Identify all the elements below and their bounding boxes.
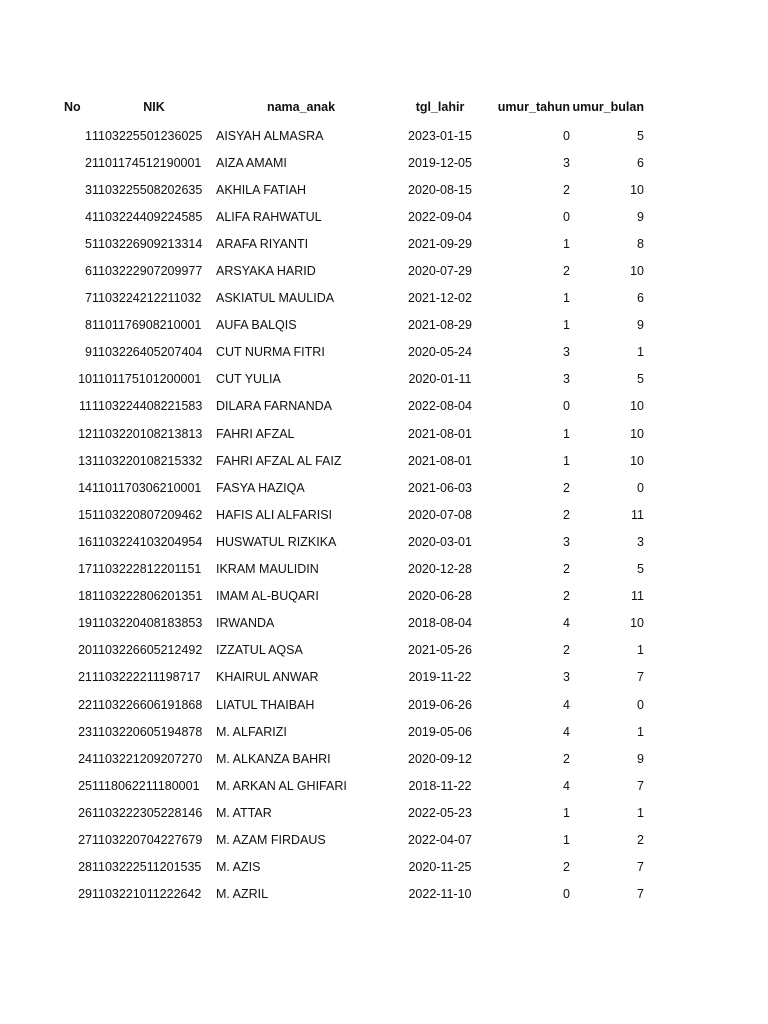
cell-no: 22 [78, 697, 92, 712]
cell-umur-bulan: 6 [637, 291, 644, 306]
cell-tgl-lahir: 2020-09-12 [408, 751, 472, 766]
cell-nama-anak: M. AZAM FIRDAUS [216, 832, 326, 847]
cell-nik: 1103222511201535 [92, 860, 202, 875]
cell-tgl-lahir: 2021-08-01 [408, 453, 472, 468]
cell-tgl-lahir: 2022-04-07 [408, 832, 472, 847]
cell-umur-tahun: 0 [563, 399, 570, 414]
cell-nik: 1103221011222642 [92, 887, 202, 902]
cell-umur-bulan: 1 [637, 724, 644, 739]
table-row [64, 664, 644, 691]
table-row [64, 528, 644, 555]
table-row [64, 556, 644, 583]
cell-umur-bulan: 7 [637, 670, 644, 685]
cell-umur-tahun: 3 [563, 372, 570, 387]
cell-no: 16 [78, 534, 92, 549]
table-row [64, 637, 644, 664]
cell-umur-tahun: 4 [563, 724, 570, 739]
cell-umur-tahun: 2 [563, 480, 570, 495]
cell-umur-tahun: 3 [563, 670, 570, 685]
cell-no: 2 [85, 155, 92, 170]
cell-nama-anak: M. ARKAN AL GHIFARI [216, 778, 347, 793]
cell-umur-tahun: 2 [563, 751, 570, 766]
cell-umur-bulan: 11 [631, 589, 644, 604]
cell-no: 29 [78, 887, 92, 902]
table-row [64, 257, 644, 284]
cell-nama-anak: AUFA BALQIS [216, 318, 297, 333]
cell-nik: 1103220108215332 [92, 453, 203, 468]
cell-nama-anak: KHAIRUL ANWAR [216, 670, 319, 685]
cell-tgl-lahir: 2020-07-08 [408, 507, 472, 522]
cell-umur-bulan: 9 [637, 751, 644, 766]
cell-nik: 1103222305228146 [92, 805, 203, 820]
cell-nik: 1103224212211032 [92, 291, 202, 306]
cell-umur-bulan: 10 [630, 453, 644, 468]
cell-umur-tahun: 0 [563, 887, 570, 902]
cell-umur-tahun: 2 [563, 507, 570, 522]
cell-nik: 1103226909213314 [92, 236, 203, 251]
table-row [64, 583, 644, 610]
cell-nama-anak: IRWANDA [216, 616, 275, 631]
cell-umur-tahun: 3 [563, 155, 570, 170]
table-row [64, 854, 644, 881]
cell-nama-anak: ASKIATUL MAULIDA [216, 291, 335, 306]
column-header-umur-bulan: umur_bulan [572, 100, 644, 114]
cell-umur-tahun: 1 [563, 291, 570, 306]
cell-nik: 1103224103204954 [92, 534, 203, 549]
cell-tgl-lahir: 2020-12-28 [408, 562, 472, 577]
cell-nama-anak: M. ALFARIZI [216, 724, 287, 739]
cell-no: 23 [78, 724, 92, 739]
cell-nik: 1103226405207404 [92, 345, 203, 360]
cell-no: 27 [78, 832, 92, 847]
table-row [64, 393, 644, 420]
cell-nama-anak: ARSYAKA HARID [216, 264, 316, 279]
cell-umur-bulan: 5 [637, 372, 644, 387]
cell-no: 8 [85, 318, 92, 333]
cell-nik: 1103224408221583 [92, 399, 203, 414]
cell-nik: 1103222907209977 [92, 264, 203, 279]
cell-umur-tahun: 3 [563, 345, 570, 360]
cell-umur-tahun: 4 [563, 778, 570, 793]
cell-no: 24 [78, 751, 92, 766]
cell-tgl-lahir: 2020-01-11 [408, 372, 472, 387]
cell-tgl-lahir: 2020-06-28 [408, 589, 472, 604]
cell-umur-tahun: 2 [563, 264, 570, 279]
cell-nik: 1101174512190001 [92, 155, 202, 170]
cell-no: 7 [85, 291, 92, 306]
cell-nik: 1118062211180001 [92, 778, 200, 793]
cell-umur-bulan: 10 [630, 426, 644, 441]
cell-nama-anak: FASYA HAZIQA [216, 480, 305, 495]
cell-no: 14 [78, 480, 92, 495]
cell-nama-anak: ARAFA RIYANTI [216, 236, 309, 251]
cell-tgl-lahir: 2018-11-22 [408, 778, 472, 793]
cell-umur-bulan: 7 [637, 887, 644, 902]
children-table [64, 92, 644, 908]
cell-tgl-lahir: 2022-08-04 [408, 399, 472, 414]
cell-umur-tahun: 4 [563, 616, 570, 631]
cell-umur-tahun: 2 [563, 589, 570, 604]
cell-no: 3 [85, 182, 92, 197]
table-row [64, 474, 644, 501]
cell-umur-bulan: 10 [630, 616, 644, 631]
cell-umur-tahun: 1 [563, 453, 570, 468]
cell-no: 5 [85, 236, 92, 251]
cell-tgl-lahir: 2022-11-10 [408, 887, 472, 902]
cell-no: 11 [79, 399, 92, 414]
cell-nama-anak: IZZATUL AQSA [216, 643, 303, 658]
cell-tgl-lahir: 2020-05-24 [408, 345, 472, 360]
column-header-tgl-lahir: tgl_lahir [415, 100, 465, 114]
table-row [64, 772, 644, 799]
table-row [64, 312, 644, 339]
cell-nama-anak: AKHILA FATIAH [216, 182, 307, 197]
cell-tgl-lahir: 2020-03-01 [408, 534, 472, 549]
cell-umur-bulan: 1 [637, 805, 644, 820]
cell-nik: 1103226605212492 [92, 643, 203, 658]
cell-umur-bulan: 7 [637, 860, 644, 875]
cell-umur-tahun: 1 [563, 805, 570, 820]
cell-umur-tahun: 1 [563, 426, 570, 441]
cell-tgl-lahir: 2022-05-23 [408, 805, 472, 820]
cell-no: 13 [78, 453, 92, 468]
cell-umur-bulan: 11 [631, 507, 644, 522]
cell-no: 26 [78, 805, 92, 820]
cell-tgl-lahir: 2021-12-02 [408, 291, 472, 306]
cell-nama-anak: CUT NURMA FITRI [216, 345, 325, 360]
cell-nik: 1103222806201351 [92, 589, 203, 604]
cell-umur-bulan: 9 [637, 209, 644, 224]
cell-nama-anak: HUSWATUL RIZKIKA [216, 534, 337, 549]
table-row [64, 366, 644, 393]
table-row [64, 799, 644, 826]
cell-umur-bulan: 0 [637, 480, 644, 495]
cell-nik: 1103220605194878 [92, 724, 203, 739]
table-row [64, 230, 644, 257]
cell-umur-tahun: 1 [563, 832, 570, 847]
cell-nik: 1103225508202635 [92, 182, 203, 197]
cell-umur-bulan: 6 [637, 155, 644, 170]
cell-nik: 1101175101200001 [92, 372, 202, 387]
cell-umur-tahun: 2 [563, 860, 570, 875]
table-row [64, 745, 644, 772]
cell-nik: 1103220704227679 [92, 832, 203, 847]
cell-umur-bulan: 8 [637, 236, 644, 251]
cell-no: 6 [85, 264, 92, 279]
table-row [64, 122, 644, 149]
cell-umur-bulan: 10 [630, 264, 644, 279]
cell-umur-bulan: 2 [637, 832, 644, 847]
data-sheet [64, 92, 644, 908]
cell-tgl-lahir: 2021-05-26 [408, 643, 472, 658]
cell-no: 25 [78, 778, 92, 793]
cell-umur-bulan: 7 [637, 778, 644, 793]
cell-no: 15 [78, 507, 92, 522]
cell-tgl-lahir: 2020-07-29 [408, 264, 472, 279]
cell-no: 19 [78, 616, 92, 631]
cell-tgl-lahir: 2019-11-22 [408, 670, 472, 685]
cell-nama-anak: HAFIS ALI ALFARISI [216, 507, 333, 522]
table-row [64, 203, 644, 230]
table-row [64, 149, 644, 176]
cell-no: 10 [78, 372, 92, 387]
cell-nik: 1103220108213813 [92, 426, 203, 441]
cell-umur-tahun: 2 [563, 643, 570, 658]
table-row [64, 420, 644, 447]
cell-tgl-lahir: 2021-08-01 [408, 426, 472, 441]
cell-umur-bulan: 10 [630, 182, 644, 197]
cell-umur-bulan: 1 [637, 345, 644, 360]
cell-no: 4 [85, 209, 92, 224]
cell-nik: 1103226606191868 [92, 697, 203, 712]
cell-no: 12 [78, 426, 92, 441]
cell-umur-tahun: 4 [563, 697, 570, 712]
cell-nik: 1103222812201151 [92, 562, 202, 577]
cell-nama-anak: FAHRI AFZAL AL FAIZ [216, 453, 342, 468]
cell-nama-anak: CUT YULIA [216, 372, 281, 387]
cell-umur-bulan: 5 [637, 562, 644, 577]
cell-nik: 1103225501236025 [92, 128, 203, 143]
column-header-umur-tahun: umur_tahun [497, 100, 570, 114]
table-row [64, 285, 644, 312]
cell-umur-tahun: 3 [563, 534, 570, 549]
cell-nama-anak: ALIFA RAHWATUL [216, 209, 322, 224]
cell-umur-bulan: 0 [637, 697, 644, 712]
cell-umur-tahun: 2 [563, 562, 570, 577]
header-row [64, 92, 644, 122]
cell-nik: 1103220807209462 [92, 507, 203, 522]
cell-nama-anak: AISYAH ALMASRA [216, 128, 324, 143]
cell-umur-tahun: 1 [563, 318, 570, 333]
cell-tgl-lahir: 2022-09-04 [408, 209, 472, 224]
cell-nik: 1103224409224585 [92, 209, 203, 224]
cell-nik: 1103221209207270 [92, 751, 203, 766]
cell-nama-anak: M. AZRIL [216, 887, 269, 902]
table-row [64, 339, 644, 366]
cell-nik: 1101176908210001 [92, 318, 202, 333]
cell-umur-bulan: 10 [630, 399, 644, 414]
cell-no: 9 [85, 345, 92, 360]
table-row [64, 501, 644, 528]
cell-no: 20 [78, 643, 92, 658]
cell-nama-anak: FAHRI AFZAL [216, 426, 295, 441]
cell-nik: 1101170306210001 [92, 480, 202, 495]
table-row [64, 826, 644, 853]
cell-no: 21 [78, 670, 92, 685]
cell-nama-anak: LIATUL THAIBAH [216, 697, 315, 712]
table-row [64, 610, 644, 637]
cell-tgl-lahir: 2019-06-26 [408, 697, 472, 712]
cell-umur-bulan: 9 [637, 318, 644, 333]
cell-umur-tahun: 0 [563, 128, 570, 143]
cell-no: 28 [78, 860, 92, 875]
cell-umur-bulan: 5 [637, 128, 644, 143]
cell-umur-tahun: 2 [563, 182, 570, 197]
column-header-nik: NIK [143, 100, 165, 114]
cell-nama-anak: DILARA FARNANDA [216, 399, 333, 414]
cell-nama-anak: M. AZIS [216, 860, 261, 875]
cell-no: 18 [78, 589, 92, 604]
cell-tgl-lahir: 2021-08-29 [408, 318, 472, 333]
cell-no: 1 [85, 128, 92, 143]
cell-tgl-lahir: 2020-11-25 [408, 860, 472, 875]
cell-nama-anak: IKRAM MAULIDIN [216, 562, 319, 577]
column-header-nama-anak: nama_anak [266, 100, 336, 114]
table-row [64, 718, 644, 745]
table-row [64, 881, 644, 908]
cell-nama-anak: M. ALKANZA BAHRI [216, 751, 331, 766]
cell-umur-tahun: 0 [563, 209, 570, 224]
cell-umur-tahun: 1 [563, 236, 570, 251]
cell-tgl-lahir: 2021-09-29 [408, 236, 472, 251]
cell-tgl-lahir: 2023-01-15 [408, 128, 472, 143]
table-body [64, 122, 644, 908]
cell-nama-anak: M. ATTAR [216, 805, 272, 820]
cell-tgl-lahir: 2020-08-15 [408, 182, 472, 197]
cell-nik: 1103222211198717 [92, 670, 201, 685]
cell-nik: 1103220408183853 [92, 616, 203, 631]
table-row [64, 447, 644, 474]
cell-nama-anak: IMAM AL-BUQARI [216, 589, 319, 604]
cell-nama-anak: AIZA AMAMI [216, 155, 287, 170]
cell-no: 17 [78, 562, 92, 577]
cell-tgl-lahir: 2018-08-04 [408, 616, 472, 631]
table-row [64, 691, 644, 718]
cell-umur-bulan: 3 [637, 534, 644, 549]
cell-tgl-lahir: 2019-05-06 [408, 724, 472, 739]
cell-umur-bulan: 1 [637, 643, 644, 658]
cell-tgl-lahir: 2021-06-03 [408, 480, 472, 495]
table-row [64, 176, 644, 203]
column-header-no: No [64, 100, 81, 114]
cell-tgl-lahir: 2019-12-05 [408, 155, 472, 170]
